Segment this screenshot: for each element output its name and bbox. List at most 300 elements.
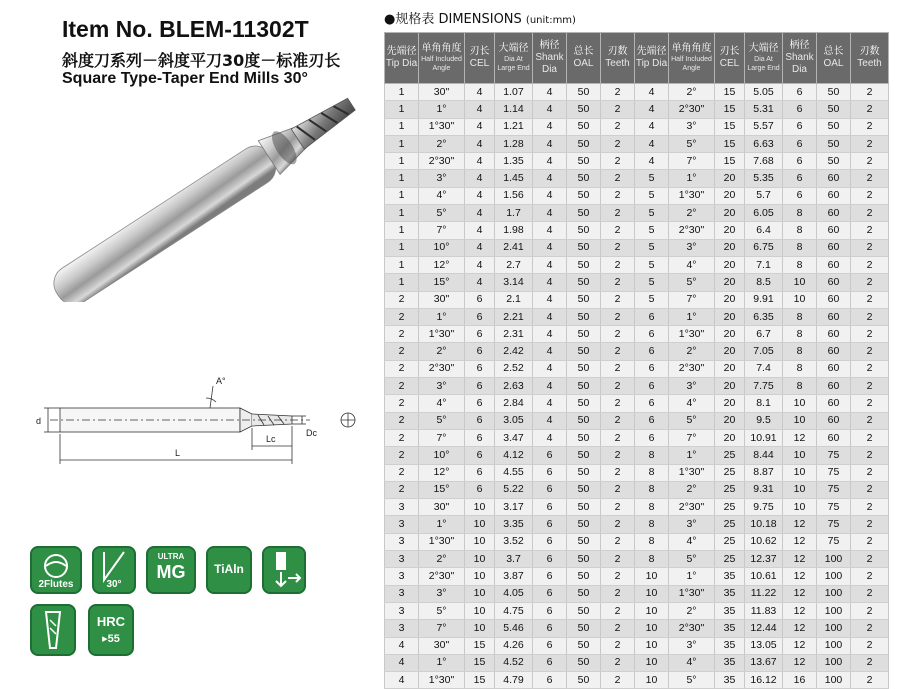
table-cell: 10 [635,585,669,602]
table-cell: 4 [465,118,495,135]
column-header [783,33,817,84]
table-cell: 20 [715,326,745,343]
table-cell: 7° [419,222,465,239]
table-cell: 10 [635,602,669,619]
table-cell: 2 [851,551,889,568]
table-cell: 35 [715,585,745,602]
table-cell: 1 [385,239,419,256]
table-cell: 50 [567,447,601,464]
table-cell: 2° [669,481,715,498]
table-cell: 50 [567,135,601,152]
table-cell: 60 [817,308,851,325]
table-cell: 2° [669,343,715,360]
table-cell: 3.17 [495,499,533,516]
badge-mg-label: MG [156,562,186,582]
table-row [385,135,889,152]
table-cell: 3° [669,118,715,135]
table-cell: 4 [533,153,567,170]
table-cell: 6 [533,568,567,585]
table-cell: 2 [851,585,889,602]
column-header-cn: 总长 [573,46,594,57]
column-header [669,33,715,84]
table-cell: 2 [851,533,889,550]
table-cell: 15 [465,654,495,671]
table-cell: 12.44 [745,620,783,637]
column-header-en: Tip Dia [385,58,418,69]
table-cell: 2 [851,395,889,412]
table-cell: 4 [465,187,495,204]
table-cell: 9.5 [745,412,783,429]
table-cell: 10 [465,568,495,585]
table-cell: 2 [851,378,889,395]
table-cell: 8.44 [745,447,783,464]
table-cell: 2 [601,118,635,135]
table-cell: 100 [817,637,851,654]
column-header-cn: 单角角度 [671,43,712,54]
table-cell: 5 [635,222,669,239]
column-header-en: Dia At Large End [747,56,780,72]
table-cell: 5° [669,672,715,689]
table-cell: 20 [715,170,745,187]
table-cell: 6 [635,395,669,412]
table-row [385,637,889,654]
table-row [385,516,889,533]
table-cell: 50 [567,429,601,446]
table-cell: 4 [533,291,567,308]
table-cell: 6 [533,516,567,533]
table-cell: 6 [465,464,495,481]
table-cell: 3.14 [495,274,533,291]
table-cell: 2 [601,672,635,689]
table-cell: 2.31 [495,326,533,343]
table-cell: 15° [419,274,465,291]
table-cell: 20 [715,256,745,273]
table-cell: 2 [851,637,889,654]
table-cell: 6 [533,637,567,654]
table-cell: 2 [601,516,635,533]
table-cell: 15 [465,637,495,654]
table-cell: 30" [419,291,465,308]
table-cell: 8 [783,378,817,395]
table-cell: 2.7 [495,256,533,273]
table-cell: 7° [419,620,465,637]
table-cell: 10 [635,672,669,689]
column-header [851,33,889,84]
column-header [495,33,533,84]
table-cell: 2 [851,101,889,118]
table-cell: 1° [669,568,715,585]
table-cell: 4 [533,256,567,273]
table-cell: 4 [465,170,495,187]
table-row [385,654,889,671]
table-cell: 2°30" [419,153,465,170]
column-header [635,33,669,84]
table-cell: 6 [635,343,669,360]
table-cell: 2 [851,429,889,446]
table-cell: 4° [669,533,715,550]
table-cell: 6 [465,412,495,429]
table-cell: 6 [635,378,669,395]
shank-dia-label: d [36,416,42,426]
table-cell: 4 [465,101,495,118]
table-cell: 2 [601,222,635,239]
table-cell: 10.62 [745,533,783,550]
table-cell: 7.75 [745,378,783,395]
table-cell: 60 [817,429,851,446]
table-cell: 2 [851,516,889,533]
table-cell: 2 [851,222,889,239]
dimensions-heading [384,8,576,27]
table-cell: 12° [419,256,465,273]
table-cell: 3 [385,551,419,568]
table-cell: 2°30" [669,360,715,377]
table-cell: 16.12 [745,672,783,689]
table-cell: 2 [601,654,635,671]
table-cell: 2 [851,672,889,689]
table-cell: 50 [567,187,601,204]
table-cell: 5° [669,274,715,291]
table-cell: 50 [567,602,601,619]
table-cell: 4 [533,360,567,377]
badge-machining-direction [262,546,306,594]
table-cell: 1°30" [669,585,715,602]
table-cell: 1.07 [495,84,533,101]
table-row [385,620,889,637]
table-cell: 7.68 [745,153,783,170]
table-cell: 6 [635,360,669,377]
table-cell: 30" [419,499,465,516]
table-cell: 4 [465,135,495,152]
table-cell: 50 [567,620,601,637]
table-cell: 6 [783,101,817,118]
table-cell: 1.21 [495,118,533,135]
table-cell: 3° [419,378,465,395]
table-cell: 6 [783,187,817,204]
table-cell: 4 [533,308,567,325]
table-cell: 6.35 [745,308,783,325]
badge-2-flutes-label: 2Flutes [38,579,74,590]
table-cell: 9.91 [745,291,783,308]
table-cell: 2 [385,395,419,412]
table-cell: 20 [715,222,745,239]
table-cell: 4 [533,326,567,343]
table-cell: 2 [601,447,635,464]
table-cell: 20 [715,187,745,204]
table-row [385,499,889,516]
table-cell: 10 [465,516,495,533]
table-row [385,568,889,585]
table-cell: 10.61 [745,568,783,585]
table-cell: 2 [851,187,889,204]
table-row [385,291,889,308]
table-cell: 10 [783,291,817,308]
table-cell: 50 [567,308,601,325]
table-cell: 1.45 [495,170,533,187]
table-cell: 100 [817,654,851,671]
table-cell: 35 [715,620,745,637]
table-cell: 10 [465,620,495,637]
table-cell: 2 [601,135,635,152]
table-cell: 12 [783,585,817,602]
table-cell: 2 [601,481,635,498]
table-cell: 5.31 [745,101,783,118]
table-cell: 8 [635,447,669,464]
table-cell: 60 [817,360,851,377]
table-cell: 4 [635,84,669,101]
table-cell: 10° [419,447,465,464]
table-cell: 20 [715,291,745,308]
table-cell: 6 [783,153,817,170]
table-cell: 2 [601,291,635,308]
table-cell: 2 [851,205,889,222]
table-cell: 1.56 [495,187,533,204]
table-cell: 50 [567,395,601,412]
badge-ultra-label: ULTRA [157,552,185,561]
table-cell: 2°30" [669,499,715,516]
table-cell: 1.14 [495,101,533,118]
table-cell: 15 [715,101,745,118]
table-cell: 15 [715,84,745,101]
table-cell: 5° [669,135,715,152]
table-cell: 5° [419,412,465,429]
table-cell: 6 [635,412,669,429]
column-header-en: Half Included Angle [671,56,712,72]
table-cell: 2° [419,135,465,152]
table-cell: 20 [715,360,745,377]
table-cell: 25 [715,533,745,550]
table-cell: 12 [783,654,817,671]
table-cell: 50 [817,101,851,118]
table-cell: 12 [783,533,817,550]
table-cell: 50 [817,135,851,152]
table-cell: 4 [533,343,567,360]
column-header-cn: 刃长 [719,46,740,57]
table-cell: 2 [851,239,889,256]
table-cell: 10 [783,274,817,291]
table-cell: 12 [783,516,817,533]
table-cell: 4 [635,135,669,152]
table-cell: 4 [635,118,669,135]
table-cell: 10 [465,551,495,568]
table-cell: 3° [669,378,715,395]
table-row [385,378,889,395]
column-header-cn: 大端径 [498,43,529,54]
column-header-cn: 刃数 [859,46,880,57]
column-header [419,33,465,84]
table-cell: 9.31 [745,481,783,498]
table-cell: 4 [533,274,567,291]
table-cell: 6 [533,654,567,671]
table-cell: 2 [601,620,635,637]
table-cell: 2.84 [495,395,533,412]
table-cell: 5.22 [495,481,533,498]
table-row [385,447,889,464]
table-cell: 2 [851,343,889,360]
column-header [745,33,783,84]
table-cell: 4 [635,101,669,118]
table-cell: 60 [817,256,851,273]
table-cell: 8 [783,343,817,360]
table-cell: 6 [783,84,817,101]
column-header [533,33,567,84]
table-cell: 1°30" [669,464,715,481]
table-cell: 2° [669,602,715,619]
table-cell: 10 [783,481,817,498]
table-cell: 6 [783,118,817,135]
table-cell: 12 [783,429,817,446]
table-cell: 8 [783,222,817,239]
table-cell: 6.4 [745,222,783,239]
table-cell: 50 [567,170,601,187]
table-cell: 6 [465,395,495,412]
table-body [385,84,889,689]
table-cell: 6 [533,672,567,689]
table-cell: 2 [601,568,635,585]
table-cell: 6 [533,481,567,498]
table-cell: 8 [635,516,669,533]
table-cell: 4 [533,429,567,446]
table-cell: 50 [567,118,601,135]
table-cell: 4° [669,256,715,273]
table-cell: 2.52 [495,360,533,377]
badge-tialn-label: TiAln [214,562,244,576]
table-cell: 8 [783,239,817,256]
table-cell: 4° [419,187,465,204]
table-cell: 35 [715,637,745,654]
table-cell: 8 [783,308,817,325]
table-row [385,464,889,481]
column-header [385,33,419,84]
table-cell: 4 [533,395,567,412]
table-row [385,101,889,118]
table-cell: 2°30" [419,568,465,585]
table-cell: 2 [851,464,889,481]
table-cell: 2 [385,308,419,325]
table-cell: 8 [635,551,669,568]
table-cell: 20 [715,429,745,446]
table-cell: 60 [817,378,851,395]
hrc-value: 55 [107,633,120,645]
table-cell: 10.18 [745,516,783,533]
table-cell: 60 [817,412,851,429]
table-cell: 20 [715,412,745,429]
table-cell: 10 [635,568,669,585]
table-cell: 1.98 [495,222,533,239]
table-cell: 35 [715,672,745,689]
table-cell: 2 [601,343,635,360]
table-cell: 3 [385,602,419,619]
table-cell: 4 [533,412,567,429]
dimensions-heading-cn: ●规格表 [384,12,435,27]
column-header-cn: 先端径 [636,46,667,57]
table-cell: 10 [783,447,817,464]
table-cell: 50 [567,533,601,550]
table-cell: 50 [567,378,601,395]
table-cell: 7.4 [745,360,783,377]
table-cell: 8 [783,360,817,377]
table-cell: 2° [669,84,715,101]
column-header-en: Half Included Angle [421,56,462,72]
table-header-row [385,33,889,84]
table-cell: 4 [635,153,669,170]
table-row [385,118,889,135]
table-cell: 2 [385,378,419,395]
table-cell: 16 [783,672,817,689]
table-cell: 30" [419,637,465,654]
column-header-en: Shank Dia [785,52,814,75]
table-cell: 4 [465,205,495,222]
table-cell: 10 [465,533,495,550]
dimensions-unit: (unit:mm) [525,15,576,26]
table-cell: 60 [817,205,851,222]
table-cell: 1 [385,84,419,101]
table-cell: 3.35 [495,516,533,533]
table-cell: 6 [465,360,495,377]
table-cell: 20 [715,308,745,325]
table-cell: 15° [419,481,465,498]
table-row [385,343,889,360]
table-cell: 75 [817,533,851,550]
table-cell: 12 [783,620,817,637]
table-cell: 12 [783,637,817,654]
table-cell: 6 [783,135,817,152]
table-cell: 10 [465,602,495,619]
table-cell: 7.1 [745,256,783,273]
table-cell: 60 [817,222,851,239]
table-row [385,256,889,273]
table-cell: 6 [783,170,817,187]
table-cell: 4.05 [495,585,533,602]
dimensions-table [384,32,889,689]
table-cell: 20 [715,239,745,256]
table-cell: 50 [567,239,601,256]
table-cell: 1 [385,118,419,135]
table-cell: 30" [419,84,465,101]
table-cell: 20 [715,343,745,360]
table-cell: 2.21 [495,308,533,325]
table-cell: 2 [601,585,635,602]
table-cell: 8.87 [745,464,783,481]
table-cell: 6 [533,464,567,481]
table-cell: 12 [783,551,817,568]
table-cell: 15 [715,153,745,170]
table-cell: 4 [533,205,567,222]
table-cell: 2° [669,205,715,222]
table-cell: 60 [817,274,851,291]
table-cell: 4 [533,84,567,101]
table-cell: 1°30" [669,326,715,343]
table-cell: 2.63 [495,378,533,395]
technical-drawing [30,368,370,478]
column-header-en: CEL [719,58,740,69]
table-cell: 2 [601,101,635,118]
table-cell: 12° [419,464,465,481]
table-cell: 15 [715,118,745,135]
table-cell: 2 [851,135,889,152]
table-cell: 2 [851,256,889,273]
table-cell: 10 [783,499,817,516]
table-cell: 100 [817,672,851,689]
table-cell: 25 [715,499,745,516]
table-cell: 13.67 [745,654,783,671]
column-header-en: Dia At Large End [497,56,530,72]
table-cell: 50 [567,343,601,360]
table-cell: 8 [635,481,669,498]
table-cell: 6.7 [745,326,783,343]
table-cell: 8 [635,464,669,481]
table-cell: 8.1 [745,395,783,412]
table-cell: 2 [851,308,889,325]
